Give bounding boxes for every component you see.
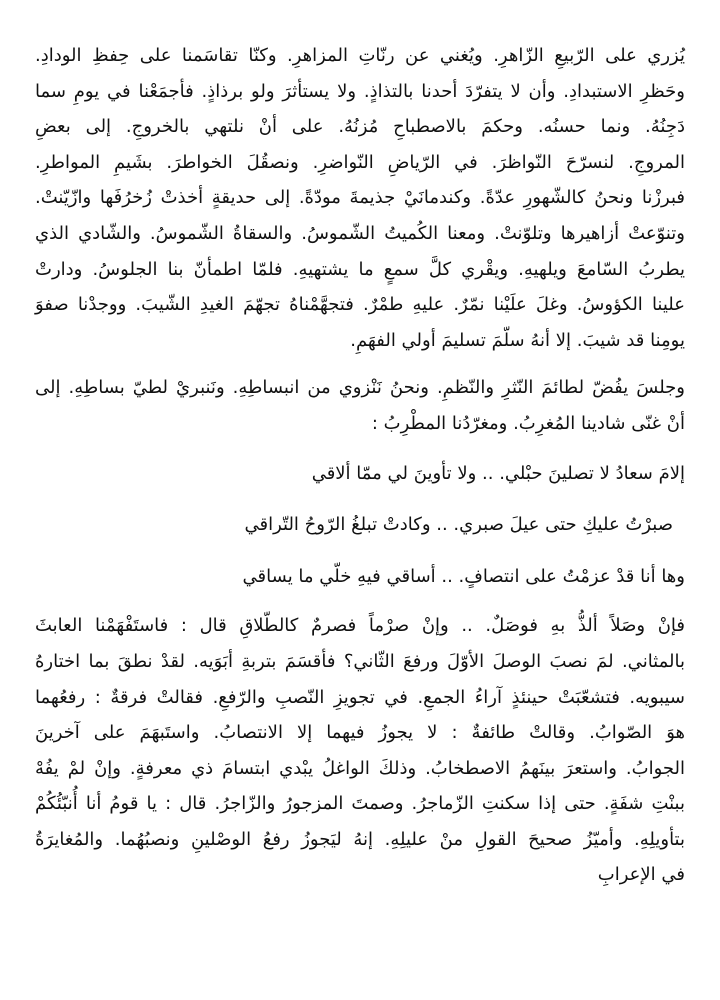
text-line: سيبويه. فتشعّبَتْ حينئذٍ آراءُ الجمعِ. في تجويزِ النّصبِ والرّفعِ. فقالتْ فرقةٌ : رفعُهما	[35, 686, 685, 708]
text-line: الجوابُ. واستعرَ بينَهمُ الاصطخابُ. وذلكَ الواغلُ يبْدي ابتسامَ ذي معرفةٍ. وإنْ لمْ يفُهْ	[35, 757, 685, 779]
text-line: دَجِنُهُ. ونما حسنُه. وحكمَ بالاصطباحِ مُزنُهُ. على أنْ نلتهي بالخروجِ. إلى بعضِ	[35, 116, 685, 138]
text-line: بتأويلِهِ. وأميّزُ صحيحَ القولِ منْ عليلِهِ. إنهُ ليَجوزُ رفعُ الوصْلينِ ونصبُهُما. والمُغايرَةُ	[35, 828, 685, 850]
text-line: فبرزْنا ونحنُ كالشّهورِ عدّةً. وكندمانَيْ جذيمةَ مودّةً. إلى حديقةٍ أخذتْ زُخرُفَها وازّيّنتْ.	[35, 187, 685, 209]
text-line: المروجِ. لنسرّحَ النّواظرَ. في الرّياضِ النّواضرِ. ونصقُلَ الخواطرَ. بشَيمِ المواطرِ.	[35, 151, 685, 173]
text-line: أنْ غنّى شادينا المُغرِبُ. ومغرّدُنا المطْرِبُ :	[371, 412, 685, 434]
text-line: هوَ الصّوابُ. وقالتْ طائفةٌ : لا يجوزُ فيهما إلا الانتصابُ. واستَبهَمَ على آخرينَ	[35, 722, 685, 744]
paragraph-2	[35, 370, 685, 441]
document-page	[35, 38, 685, 893]
text-line: بالمثاني. لمَ نصبَ الوصلَ الأوّلَ ورفعَ الثّاني؟ فأقسَمَ بتربةِ أبَوَيه. لقدْ نطقَ بما اختارهُ	[35, 650, 685, 672]
text-line: يُزري على الرّبيعِ الزّاهرِ. ويُغني عن رنّاتِ المزاهرِ. وكنّا تقاسَمنا على حِفظِ الودادِ.	[35, 45, 685, 66]
text-line: علينا الكؤوسُ. وغلَ علَيْنا نمّرٌ. عليهِ طمْرٌ. فتجهَّمْناهُ تجهّمَ الغيدِ الشّيبَ. ووجدْنا صفوَ	[35, 294, 685, 316]
text-line: وجلسَ يفُضّ لطائمَ النّثرِ والنّظمِ. ونحنُ نَنْزوي من انبساطِهِ. ونَنبريْ لطيّ بساطِهِ. إلى	[35, 377, 685, 399]
verse-line: صبرْتُ عليكِ حتى عيلَ صبري. .. وكادتْ تبلغُ الرّوحُ التّراقي	[244, 514, 673, 536]
text-line: وتنوّعتْ أزاهيرها وتلوّنتْ. ومعنا الكُميتُ الشّموسُ. والسقاةُ الشّموسُ. والشّادي الذي	[35, 222, 685, 244]
verse-line: وها أنا قدْ عزمْتُ على انتصافٍ. .. أساقي فيهِ خلّي ما يساقي	[242, 565, 685, 587]
text-line: ببنْتِ شفَةٍ. حتى إذا سكنتِ الزّماجرُ. وصمتَ المزجورُ والزّاجرُ. قال : يا قومُ أنا أُنبّئُكُمْ	[35, 793, 685, 815]
text-line: وحَظرِ الاستبدادِ. وأن لا يتفرّدَ أحدنا بالتذاذٍ. ولا يستأثرَ ولو برذاذٍ. فأجمَعْنا في يومِ سما	[35, 80, 685, 102]
verse-line: إلامَ سعادُ لا تصلينَ حبْلي. .. ولا تأوينَ لي ممّا ألاقي	[311, 462, 685, 484]
text-line: في الإعرابِ	[597, 864, 685, 886]
paragraph-3	[35, 608, 685, 893]
paragraph-1	[35, 38, 685, 358]
text-line: يومِنا قد شيبَ. إلا أنهُ سلّمَ تسليمَ أولي الفهَمِ.	[350, 329, 685, 351]
text-line: فإنْ وصَلاً ألذُّ بهِ فوصَلٌ. .. وإنْ صرْماً فصرمٌ كالطّلاقِ قال : فاستَفْهَمْنا العابثَ	[35, 615, 685, 637]
text-line: يطربُ السّامعَ ويلهيهِ. ويقْري كلَّ سمعٍ ما يشتهيهِ. فلمّا اطمأنّ بنا الجلوسُ. ودارتْ	[35, 258, 685, 280]
poem-verses	[35, 456, 685, 595]
